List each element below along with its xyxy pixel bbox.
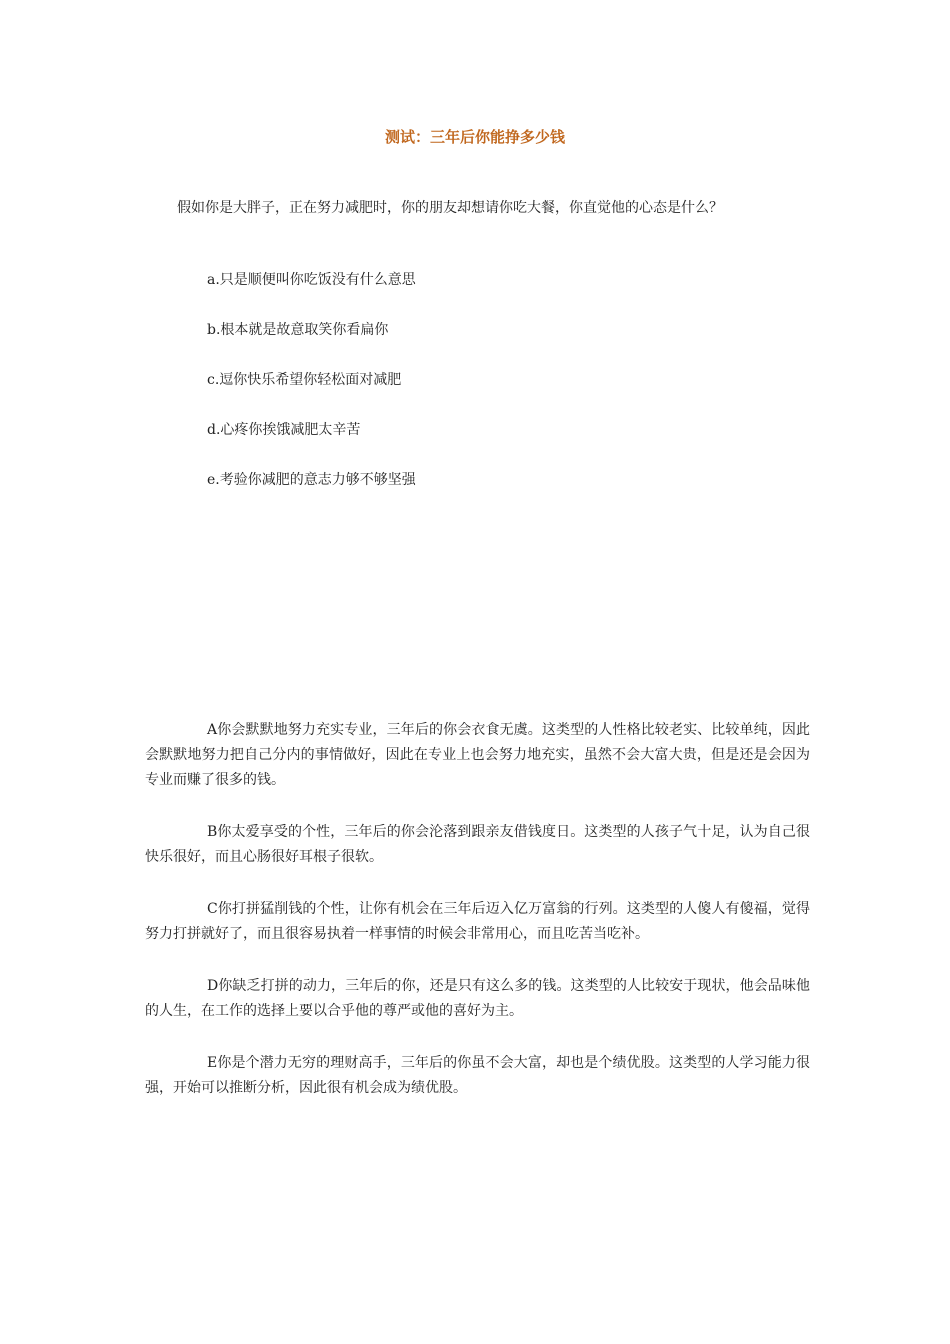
answer-section (145, 718, 810, 1128)
option-list (207, 270, 416, 520)
answer-b: B你太爱享受的个性，三年后的你会沦落到跟亲友借钱度日。这类型的人孩子气十足，认为自己很快乐很好，而且心肠很好耳根子很软。 (145, 824, 810, 865)
option-b: b.根本就是故意取笑你看扁你 (207, 322, 389, 338)
option-e: e.考验你减肥的意志力够不够坚强 (207, 472, 416, 488)
document-title: 测试：三年后你能挣多少钱 (384, 128, 565, 146)
option-d: d.心疼你挨饿减肥太辛苦 (207, 422, 361, 438)
answer-e: E你是个潜力无穷的理财高手，三年后的你虽不会大富，却也是个绩优股。这类型的人学习能力很强，开始可以推断分析，因此很有机会成为绩优股。 (145, 1055, 810, 1096)
answer-c: C你打拼猛削钱的个性，让你有机会在三年后迈入亿万富翁的行列。这类型的人傻人有傻福，觉得努力打拼就好了，而且很容易执着一样事情的时候会非常用心，而且吃苦当吃补。 (145, 901, 810, 942)
answer-a: A你会默默地努力充实专业，三年后的你会衣食无虞。这类型的人性格比较老实、比较单纯，因此会默默地努力把自己分内的事情做好，因此在专业上也会努力地充实，虽然不会大富大贵，但是还是会因为专业而赚了很多的钱。 (145, 722, 810, 788)
answer-d: D你缺乏打拼的动力，三年后的你，还是只有这么多的钱。这类型的人比较安于现状，他会品味他的人生，在工作的选择上要以合乎他的尊严或他的喜好为主。 (145, 978, 810, 1019)
question-text: 假如你是大胖子，正在努力减肥时，你的朋友却想请你吃大餐，你直觉他的心态是什么？ (177, 200, 723, 216)
option-a: a.只是顺便叫你吃饭没有什么意思 (207, 272, 416, 288)
option-c: c.逗你快乐希望你轻松面对减肥 (207, 372, 402, 388)
